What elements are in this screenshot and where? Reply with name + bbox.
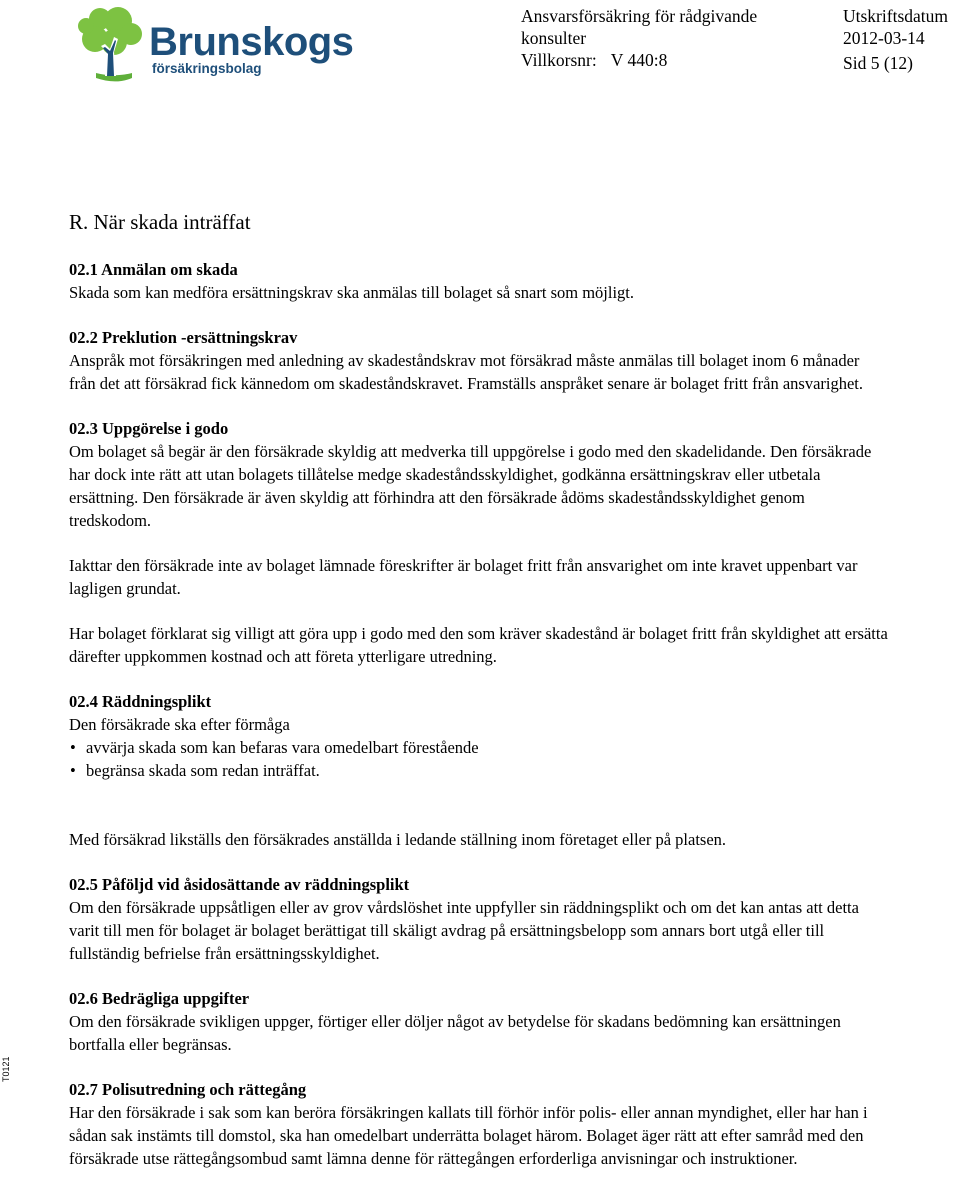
section-paragraph: Har bolaget förklarat sig villigt att göra upp i godo med den som kräver skadestånd är bolaget fritt från skyldighet att ersätta därefter uppkommen kostnad och att företa ytterligare utredning. [69,624,888,666]
section-02-7 [69,1078,889,1170]
logo-name: Brunskogs [149,20,354,64]
bullet-list [69,736,889,782]
section-heading: 02.7 Polisutredning och rättegång [69,1080,307,1099]
section-paragraph: Har den försäkrade i sak som kan beröra försäkringen kallats till förhör inför polis- eller annan myndighet, eller har han i sådan sak instämts till domstol, ska han omedelbart underrätta bolaget härom. Bolaget äger rätt att efter samråd med den försäkrade utse rättegångsombud samt lämna denne för rättegången erforderliga anvisningar och instruktioner. [69,1103,868,1168]
chapter-title: R. När skada inträffat [69,210,251,234]
page-number: Sid 5 (12) [843,53,913,73]
section-heading: 02.6 Bedrägliga uppgifter [69,989,250,1008]
section-paragraph: Om den försäkrade uppsåtligen eller av grov vårdslöshet inte uppfyller sin räddningsplikt och om det kan antas att detta varit till men för bolaget är bolaget berättigat till skäligt avdrag på ersättningsbelopp som annars bort utgå eller till fullständig befrielse från ersättningsskyldighet. [69,898,859,963]
section-02-2 [69,326,889,395]
section-paragraph: Anspråk mot försäkringen med anledning av skadeståndskrav mot försäkrad måste anmälas till bolaget inom 6 månader från det att försäkrad fick kännedom om skadeståndskravet. Framställs anspråket senare är bolaget fritt från ansvarighet. [69,351,863,393]
document-code: T0121 [1,1056,11,1082]
villkor-number: V 440:8 [610,50,668,70]
section-02-6 [69,987,889,1056]
list-item: • avvärja skada som kan befaras vara omedelbart förestående [69,736,889,759]
list-item: • begränsa skada som redan inträffat. [69,759,889,782]
print-info [843,5,960,74]
villkor-line [521,49,811,71]
document-body [69,209,889,1170]
section-heading: 02.4 Räddningsplikt [69,692,212,711]
document-title: Ansvarsförsäkring för rådgivande konsulter [521,6,758,48]
section-paragraph: Om den försäkrade svikligen uppger, förtiger eller döljer något av betydelse för skadans bedömning kan ersättningen bortfalla eller begränsas. [69,1012,841,1054]
section-paragraph: Om bolaget så begär är den försäkrade skyldig att medverka till uppgörelse i godo med den skadelidande. Den försäkrade har dock inte rätt att utan bolagets tillåtelse medge skadeståndsskyldighet, godkänna ersättningskrav eller utbetala ersättning. Den försäkrade är även skyldig att förhindra att den försäkrade ådöms skadeståndsskyldighet genom tredskodom. [69,442,872,530]
section-intro: Den försäkrade ska efter förmåga [69,715,290,734]
print-date: 2012-03-14 [843,28,925,48]
villkor-label: Villkorsnr: [521,50,597,70]
section-02-4 [69,690,889,851]
print-date-label: Utskriftsdatum [843,6,948,26]
section-heading: 02.2 Preklution -ersättningskrav [69,328,298,347]
section-02-1 [69,258,889,304]
document-header [521,5,811,71]
logo-subtitle: försäkringsbolag [152,61,262,76]
section-heading: 02.5 Påföljd vid åsidosättande av räddningsplikt [69,875,410,894]
section-heading: 02.1 Anmälan om skada [69,260,238,279]
section-paragraph: Skada som kan medföra ersättningskrav ska anmälas till bolaget så snart som möjligt. [69,283,635,302]
section-heading: 02.3 Uppgörelse i godo [69,419,229,438]
section-note: Med försäkrad likställs den försäkrades anställda i ledande ställning inom företaget eller på platsen. [69,830,727,849]
section-02-3 [69,417,889,668]
brunskogs-logo [74,4,354,88]
section-02-5 [69,873,889,965]
tree-icon [74,4,148,88]
section-paragraph: Iakttar den försäkrade inte av bolaget lämnade föreskrifter är bolaget fritt från ansvarighet om inte kravet uppenbart var lagligen grundat. [69,556,858,598]
